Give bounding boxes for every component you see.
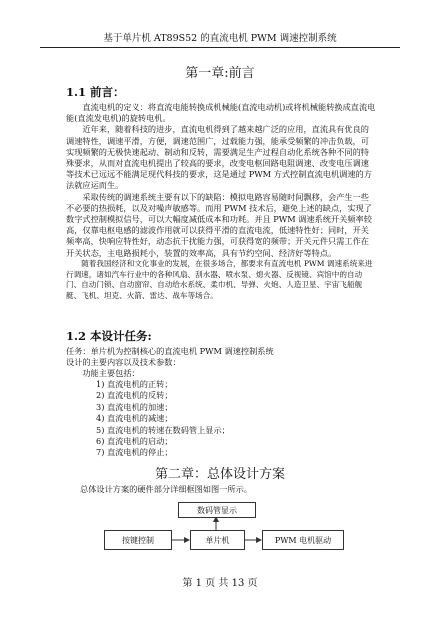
list-item: 6) 直流电机的启动； (96, 436, 173, 447)
pwm-driver-block: PWM 电机驱动 (262, 530, 344, 550)
list-item: 2) 直流电机的反转； (96, 390, 173, 401)
chapter-2-title: 第二章：总体设计方案 (154, 467, 285, 482)
paragraph-pwm-advantages: 采取传统的调速系统主要有以下的缺陷：模拟电路容易随时间飘移，会产生一些不必要的热损耗，以及对噪声敏感等。而用 PWM 技术后，避免上述的缺点，实现了数字式控制模拟信号，可以大幅度减低成本和功耗。并且 PWM 调速系统开关频率较高，仅靠电枢电感的滤波作用就可以获得平滑的直流电流，低速特性好；同时，开关频率高，快响应特性好，动态抗干扰能力强，可获得宽的频带；开关元件只需工作在开关状态，主电路损耗小，装置的效率高，具有节约空间、经济好等特点。 (66, 191, 372, 258)
design-content-intro: 设计的主要内容以及技术参数： (66, 357, 181, 368)
list-item: 7) 直流电机的停止； (96, 447, 173, 458)
section-1-1-body (66, 102, 376, 302)
mcu-block: 单片机 (190, 530, 245, 550)
list-item: 1) 直流电机的正转； (96, 379, 173, 389)
list-item: 5) 直流电机的转速在数码管上显示； (96, 424, 230, 435)
chapter-2-intro: 总体设计方案的硬件部分详细框图如图一所示。 (80, 484, 252, 494)
functions-title: 功能主要包括： (82, 368, 140, 379)
list-item: 3) 直流电机的加速； (96, 401, 173, 412)
task-statement: 任务：单片机为控制核心的直流电机 PWM 调速控制系统 (66, 346, 274, 356)
section-1-2-body (66, 346, 376, 380)
section-1-2-heading: 1.2 本设计任务: (66, 329, 152, 343)
display-block: 数码管显示 (178, 502, 256, 518)
chapter-1-title: 第一章:前言 (185, 66, 255, 81)
running-header: 基于单片机 AT89S52 的直流电机 PWM 调速控制系统 (40, 30, 400, 48)
page-footer: 第 1 页 共 13 页 (182, 578, 258, 589)
section-1-1-heading: 1.1 前言： (66, 85, 125, 99)
paragraph-background: 近年来，随着科技的进步，直流电机得到了越来越广泛的应用，直流具有优良的调速特性，调速平滑，方便，调速范围广，过载能力强，能承受频繁的冲击负载，可实现频繁的无极快速起动、制动和反转，需要满足生产过程自动化系统各种不同的特殊要求，从而对直流电机提出了较高的要求，改变电枢回路电阻调速、改变电压调速等技术已远远不能满足现代科技的要求，这是通过 PWM 方式控制直流电机调速的方法就应运而生。 (66, 124, 372, 191)
paragraph-applications: 随着我国经济和文化事业的发展，在很多场合，都要求有直流电机 PWM 调速系统来进行调速，诸如汽车行业中的各种风扇、刮水器、喷水泵、熄火器、反视镜、宾馆中的自动门、自动门锁、自动窗帘、自动给水系统、柔巾机、导弹、火炮、人造卫星、宇宙飞船舰艇、飞机、坦克、火箭、雷达、战车等场合。 (66, 258, 373, 301)
list-item: 4) 直流电机的减速； (96, 413, 173, 424)
function-list (96, 379, 230, 459)
keypad-block: 按键控制 (104, 530, 172, 550)
paragraph-definition: 直流电机的定义：将直流电能转换成机械能(直流电动机)或将机械能转换成直流电能(直流发电机)的旋转电机。 (66, 102, 376, 124)
